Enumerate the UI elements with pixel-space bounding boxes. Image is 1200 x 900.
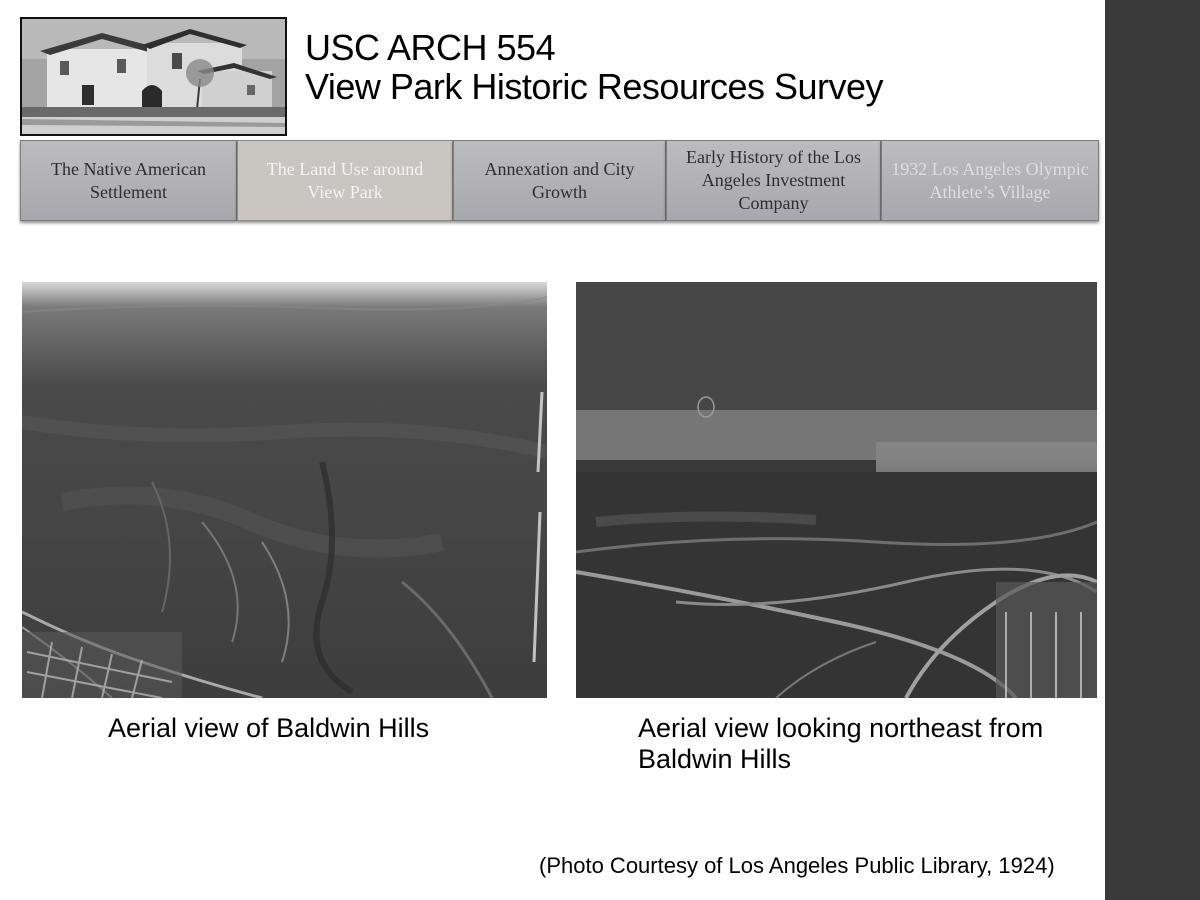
title-line-2: View Park Historic Resources Survey	[305, 66, 884, 107]
tab-label: Early History of the Los Angeles Investment Company	[686, 147, 861, 213]
photo-caption-1: Aerial view of Baldwin Hills	[108, 713, 430, 743]
tab-land-use[interactable]	[237, 140, 453, 221]
tab-native-american-settlement[interactable]	[20, 140, 237, 221]
tab-label: 1932 Los Angeles Olympic Athlete’s Village	[891, 158, 1089, 202]
photo-credit: (Photo Courtesy of Los Angeles Public Library, 1924)	[539, 853, 1055, 878]
aerial-photo-northeast	[576, 282, 1097, 698]
header-house-photo	[20, 17, 287, 136]
tab-label: The Land Use around View Park	[266, 158, 424, 202]
photo-caption-2: Aerial view looking northeast from Baldwin Hills	[638, 713, 1044, 774]
page-title	[305, 28, 883, 106]
tab-label: The Native American Settlement	[51, 158, 206, 202]
section-nav	[20, 140, 1099, 223]
title-line-1: USC ARCH 554	[305, 27, 556, 68]
tab-label: Annexation and City Growth	[484, 158, 635, 202]
tab-early-history[interactable]	[666, 140, 881, 221]
tab-annexation[interactable]	[453, 140, 666, 221]
tab-olympic-village[interactable]	[881, 140, 1099, 221]
right-sidebar-bar	[1105, 0, 1200, 900]
aerial-photo-baldwin-hills	[22, 282, 547, 698]
